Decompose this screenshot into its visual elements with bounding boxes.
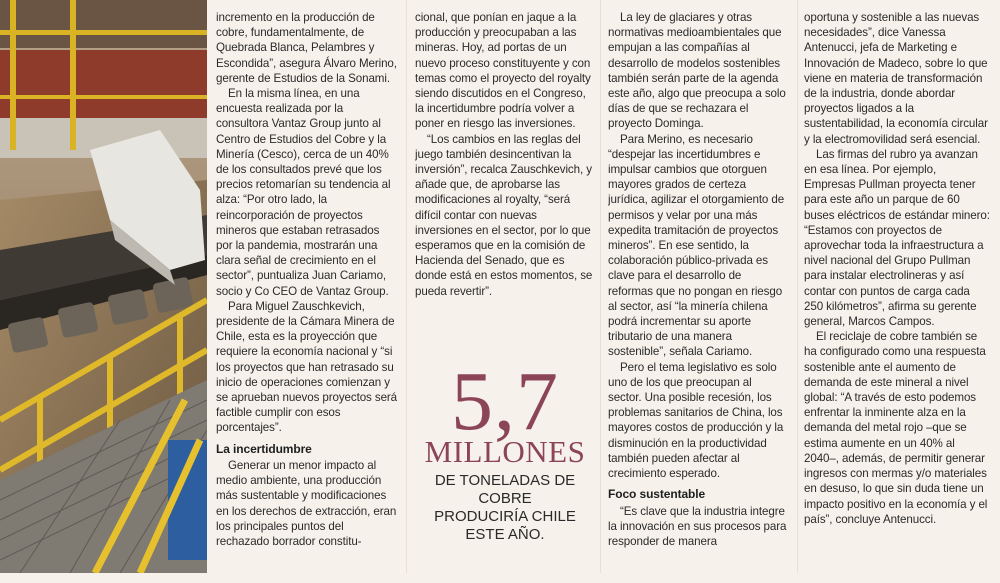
pullquote-line: PRODUCIRÍA CHILE [434, 508, 576, 525]
article-paragraph: El reciclaje de cobre también se ha configurado como una respuesta sostenible ante el aumento de demanda de este mineral a nivel global: “A través de esto podemos enfrentar la inminente alza en la demanda del metal rojo –que se estima aumente en un 40% al 2040–, además, de permitir generar ingresos con mermas y/o materiales en desuso, lo que sin duda tiene un impacto positivo en la economía y el país”, concluye Antenucci. [804, 330, 988, 526]
mining-conveyor-photo [0, 0, 207, 573]
article-paragraph: cional, que ponían en jaque a la producción y preocupaban a las mineras. Hoy, ad portas de un nuevo proceso constituyente y con temas como el proyecto del royalty siendo discutidos en el Congreso, la incertidumbre podría volver a poner en riesgo las inversiones. [415, 11, 591, 131]
article-paragraph: Para Miguel Zauschkevich, presidente de la Cámara Minera de Chile, esta es la proyección que requiere la economía nacional y “si los proyectos que han retrasado su inicio de operaciones comienzan y se aprueban nuevos proyectos será factible cumplir con esos porcentajes”. [216, 299, 398, 435]
column-divider [406, 0, 407, 573]
article-paragraph: Las firmas del rubro ya avanzan en esa línea. Por ejemplo, Empresas Pullman proyecta tener para este año un parque de 60 buses eléctricos de estándar minero: “Estamos con proyectos de aprovechar toda la infraestructura a nivel nacional del Grupo Pullman para instalar electrolineras y así contar con puntos de carga cada 250 kilómetros”, afirma su gerente general, Marcos Campos. [804, 147, 990, 329]
pullquote-unit: MILLONES [424, 434, 586, 469]
article-paragraph: oportuna y sostenible a las nuevas necesidades”, dice Vanessa Antenucci, jefa de Marketing e Innovación de Madeco, sobre lo que viene en materia de transformación de la industria, donde abordar proyectos ligados a la sustentabilidad, la economía circular y la electromovilidad será esencial. [804, 11, 988, 146]
section-heading: La incertidumbre [216, 441, 312, 456]
article-column-1 [216, 10, 398, 583]
pullquote-number: 5,7 [451, 355, 559, 448]
pullquote-line: DE TONELADAS DE [434, 472, 576, 489]
section-heading: Foco sustentable [608, 487, 706, 502]
article-paragraph: La ley de glaciares y otras normativas medioambientales que empujan a las compañías al desarrollo de modelos sostenibles también serán parte de la agenda este año, algo que preocupa a solo días de que se rechazara el proyecto Dominga. [608, 11, 786, 131]
column-divider [600, 0, 601, 573]
pullquote-line: ESTE AÑO. [465, 526, 545, 543]
article-paragraph: Generar un menor impacto al medio ambiente, una producción más sustentable y modificaciones en los derechos de extracción, eran los principales puntos del rechazado borrador constitu- [216, 458, 397, 548]
article-paragraph: Para Merino, es necesario “despejar las incertidumbres e impulsar cambios que otorguen mayores grados de certeza jurídica, agilizar el otorgamiento de permisos y velar por una más expedita tramitación de proyectos mineros”. En ese sentido, la colaboración público-privada es clave para el desarrollo de reformas que no pongan en riesgo al sector, así “la minería chilena podrá incrementar su aporte tributario de una manera sostenible”, señala Cariamo. [608, 132, 785, 359]
pullquote [413, 355, 597, 567]
article-paragraph: En la misma línea, en una encuesta realizada por la consultora Vantaz Group junto al Centro de Estudios del Cobre y la Minería (Cesco), cerca de un 40% de los consultados prevé que los precios retomarían su tendencia al alza: “Por otro lado, la reincorporación de proyectos mineros que estaban retrasados por la pandemia, mostrarán una clara señal de crecimiento en el sector”, puntualiza Juan Cariamo, socio y Co CEO de Vantaz Group. [216, 87, 391, 298]
article-paragraph: “Es clave que la industria integre la innovación en sus procesos para responder de manera [608, 504, 787, 548]
pullquote-line: COBRE [478, 490, 532, 507]
article-paragraph: “Los cambios en las reglas del juego también desincentivan la inversión”, recalca Zauschkevich, y añade que, de aprobarse las modificaciones al royalty, “será difícil contar con nuevas inversiones en el sector, por lo que esperamos que en la comisión de Hacienda del Senado, que es donde está en estos momentos, se pueda revertir”. [415, 132, 593, 298]
article-column-3 [608, 10, 788, 583]
article-column-4 [804, 10, 990, 583]
article-paragraph: incremento en la producción de cobre, fundamentalmente, de Quebrada Blanca, Pelambres y Escondida”, asegura Álvaro Merino, gerente de Estudios de la Sonami. [216, 11, 397, 85]
column-divider [797, 0, 798, 573]
article-paragraph: Pero el tema legislativo es solo uno de los que preocupan al sector. Una posible recesión, los problemas sanitarios de China, los mayores costos de producción y la disminución en la productividad también pueden afectar al crecimiento esperado. [608, 360, 784, 481]
